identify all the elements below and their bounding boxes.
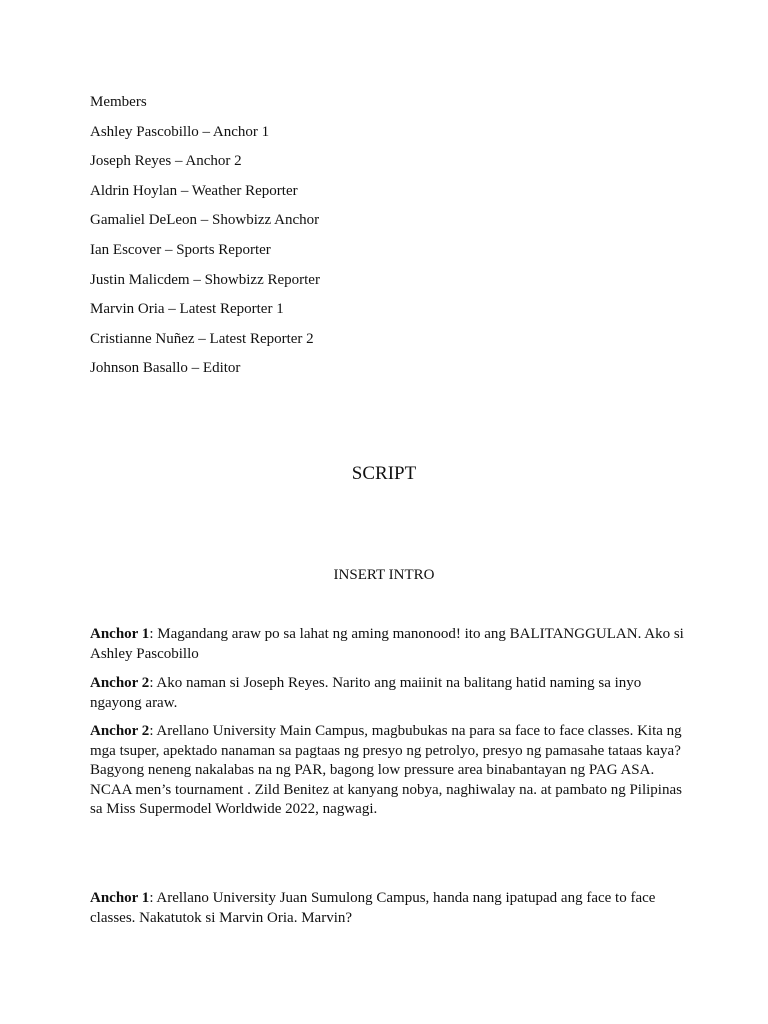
dialogue-text: : Ako naman si Joseph Reyes. Narito ang maiinit na balitang hatid naming sa inyo ngayong araw. [90,675,642,711]
script-paragraph [90,722,686,820]
member-item: Johnson Basallo – Editor [90,360,241,377]
member-item: Marvin Oria – Latest Reporter 1 [90,301,284,318]
member-item: Cristianne Nuñez – Latest Reporter 2 [90,330,314,347]
speaker-label: Anchor 1 [90,890,150,906]
members-section [90,93,690,389]
member-item: Aldrin Hoylan – Weather Reporter [90,182,298,199]
script-title: SCRIPT [351,463,417,484]
insert-intro-label: INSERT INTRO [333,567,435,583]
members-heading: Members [90,94,147,110]
speaker-label: Anchor 1 [90,626,150,642]
member-item: Ashley Pascobillo – Anchor 1 [90,123,270,140]
dialogue-text: : Arellano University Juan Sumulong Campus, handa nang ipatupad ang face to face classes. Nakatutok si Marvin Oria. Marvin? [90,890,656,926]
script-paragraph [90,625,686,664]
speaker-label: Anchor 2 [90,675,150,691]
dialogue-text: : Arellano University Main Campus, magbubukas na para sa face to face classes. Kita ng mga tsuper, apektado nanaman sa pagtaas ng presyo ng petrolyo, presyo ng pamasahe tataas kaya? Bagyong neneng nakalabas na ng PAR, bagong low pressure area binabantayan ng PAG ASA. NCAA men’s tournament . Zild Benitez at kanyang nobya, naghiwalay na. at pambato ng Pilipinas sa Miss Supermodel Worldwide 2022, nagwagi. [90,723,682,818]
member-item: Joseph Reyes – Anchor 2 [90,153,242,170]
member-item: Gamaliel DeLeon – Showbizz Anchor [90,212,320,229]
member-item: Justin Malicdem – Showbizz Reporter [90,271,320,288]
dialogue-text: : Magandang araw po sa lahat ng aming manonood! ito ang BALITANGGULAN. Ako si Ashley Pascobillo [90,626,684,662]
speaker-label: Anchor 2 [90,723,150,739]
member-item: Ian Escover – Sports Reporter [90,241,271,258]
script-paragraph [90,674,686,713]
script-paragraph [90,889,686,928]
